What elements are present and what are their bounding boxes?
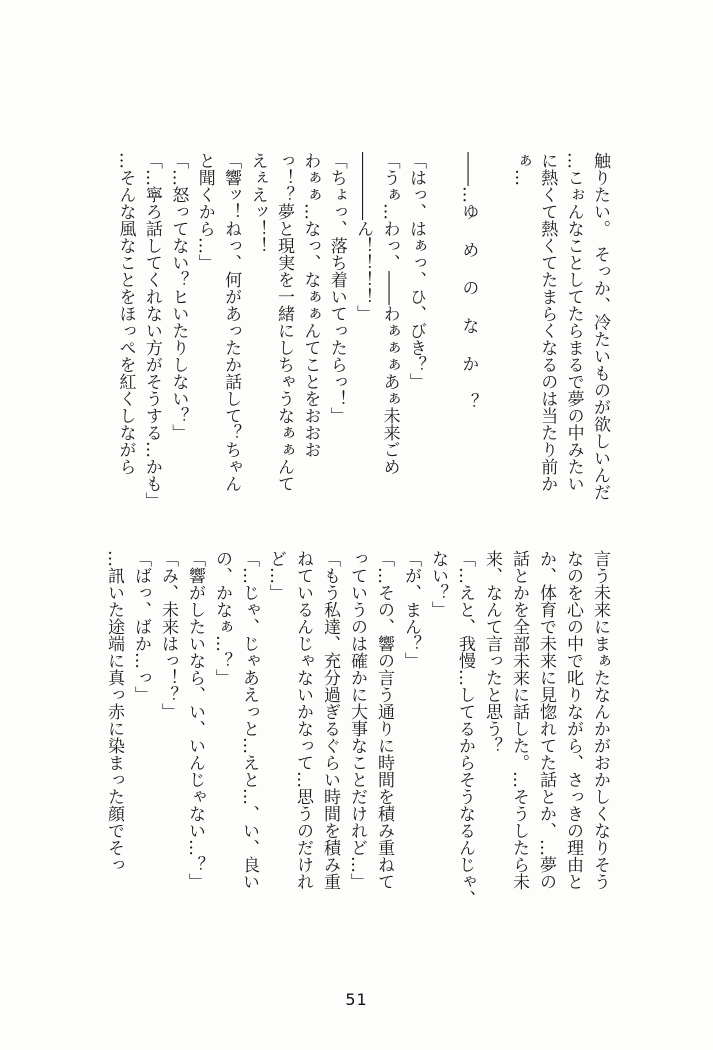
blank-line <box>429 152 455 540</box>
text-line: 「響がしたいなら、い、いんじゃない…？」 <box>185 550 205 890</box>
dream-title-line <box>455 152 481 540</box>
top-text-block <box>112 152 613 540</box>
text-line: 「…じゃ、じゃあえっと…えと…、い、良い <box>239 550 259 890</box>
text-line: わぁぁ…なっ、なぁぁんてことをおおお <box>300 152 321 458</box>
text-line: 「響ッ！ねっ、何があったか話して？ちゃん <box>221 152 242 492</box>
text-line: 触りたい。 そっか、冷たいものが欲しいんだ <box>590 152 610 501</box>
text-line: …こぉんなことしてたらまるで夢の中みたい <box>563 152 584 492</box>
text-line: 「ちょっ、落ち着いてったらっ！」 <box>326 152 347 424</box>
text-line: 「うぁ…わっ、――わぁぁぁあぁ未来ごめ <box>379 152 400 475</box>
text-line: の、かなぁ…？」 <box>212 550 232 686</box>
text-line: …訊いた途端に真っ赤に染まった顔でそっ <box>104 550 124 873</box>
text-line: 来、なんて言ったと思う？ <box>482 550 502 754</box>
text-line: 話とかを全部未来に話した。…そうしたら未 <box>509 550 529 890</box>
text-line: に熱くて熱くてたまらくなるのは当たり前か <box>537 152 558 492</box>
dream-dash: ――… <box>458 152 479 203</box>
blank-line <box>481 152 507 540</box>
text-line: か、体育で未来に見惚れてた話とか、…夢の <box>536 550 556 890</box>
dream-spaced-text: ゆめのなか？ <box>458 203 479 431</box>
bottom-text-block <box>100 550 613 968</box>
text-line: っ！？夢と現実を一緒にしちゃうなぁぁんて <box>273 152 294 492</box>
text-line: 「…えと、我慢…してるからそうなるんじゃ、 <box>455 550 475 907</box>
text-line: 「み、未来はっ！？」 <box>158 550 178 720</box>
text-line: 「…寧ろ話してくれない方がそうする…かも」 <box>141 152 162 509</box>
text-line: 「が、まん？」 <box>401 550 421 669</box>
text-line: 「はっ、はぁっ、ひ、びき？」 <box>405 152 426 390</box>
text-line: ――――ん！！！！」 <box>353 152 374 322</box>
text-line: ない？」 <box>428 550 448 618</box>
text-line: ねているんじゃないかなって…思うのだけれ <box>293 550 313 890</box>
text-line: 「もう私達、充分過ぎるぐらい時間を積み重 <box>320 550 340 890</box>
text-line: 「ばっ、ばか…っ」 <box>131 550 151 703</box>
text-line: ぁ… <box>510 152 531 186</box>
text-line: 言う未来にまぁたなんかがおかしくなりそう <box>590 550 610 890</box>
text-line: 「…怒ってない？ヒいたりしない？」 <box>168 152 189 441</box>
text-line: …そんな風なことをほっぺを紅くしながら <box>115 152 136 475</box>
text-line: なのを心の中で叱りながら、さっきの理由と <box>563 550 583 890</box>
text-line: と聞くから…」 <box>194 152 215 271</box>
text-line: えぇえッ！！ <box>247 152 268 254</box>
text-line: っていうのは確かに大事なことだけれど…」 <box>347 550 367 890</box>
page-number: 51 <box>345 990 368 1009</box>
text-line: ど…」 <box>266 550 286 601</box>
text-line: 「…その、響の言う通りに時間を積み重ねて <box>374 550 394 890</box>
